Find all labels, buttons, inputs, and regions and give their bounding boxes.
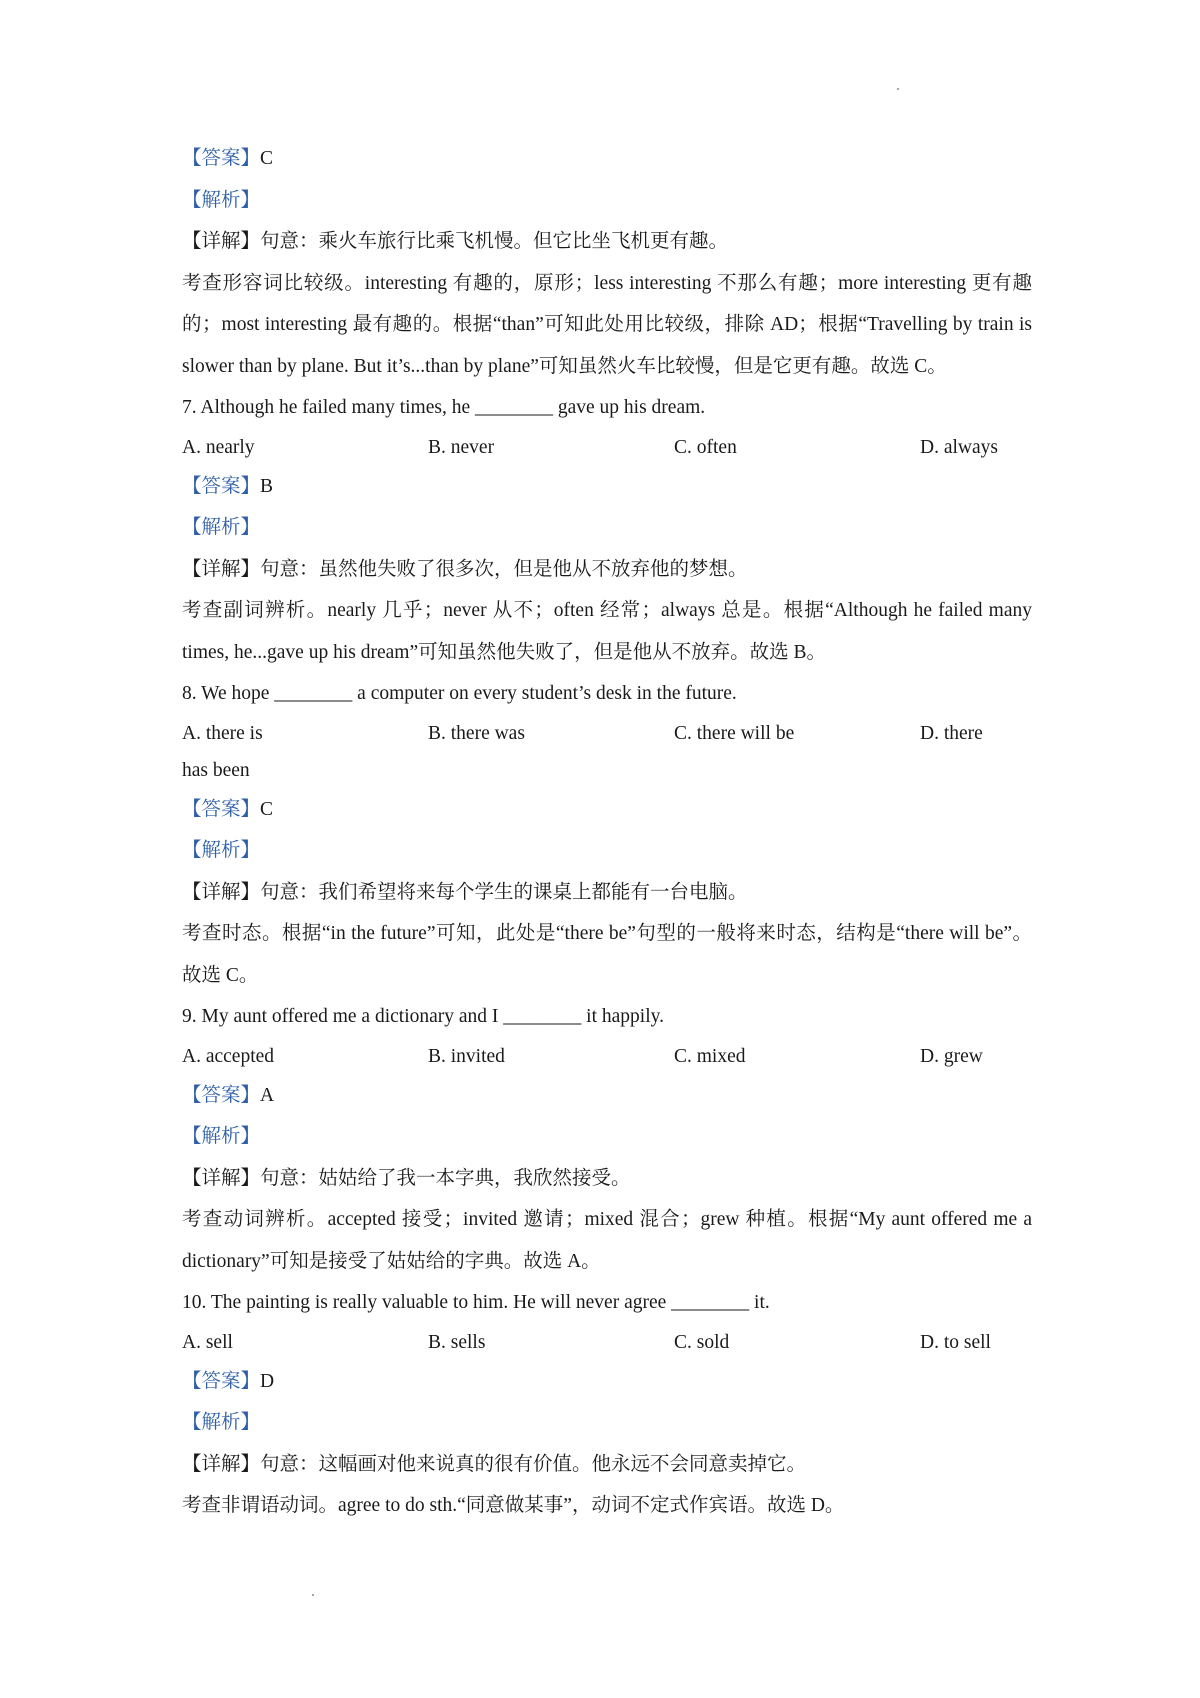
q8-question: 8. We hope ________ a computer on every student’s desk in the future. xyxy=(182,683,737,704)
q10-option-b: B. sells xyxy=(428,1331,486,1353)
detail-label: 【详解】 xyxy=(182,1167,261,1189)
q7-option-d: D. always xyxy=(920,436,998,458)
q8-answer-line xyxy=(182,789,1032,831)
q9-analysis-line xyxy=(182,1116,1032,1158)
q7-answer: B xyxy=(260,475,274,497)
q9-detail: 句意：姑姑给了我一本字典，我欣然接受。 xyxy=(260,1167,631,1189)
answer-label: 【答案】 xyxy=(182,1084,261,1106)
q9-options xyxy=(182,1038,1032,1075)
q9-option-a: A. accepted xyxy=(182,1045,275,1067)
q6-analysis-line xyxy=(182,180,1032,222)
q10-analysis-line xyxy=(182,1402,1032,1444)
q6-answer-line xyxy=(182,138,1032,180)
q8-option-a: A. there is xyxy=(182,722,263,744)
q10-options xyxy=(182,1324,1032,1361)
q9-option-d: D. grew xyxy=(920,1045,983,1067)
q9-question: 9. My aunt offered me a dictionary and I ________ it happily. xyxy=(182,1006,664,1027)
q9-answer-line xyxy=(182,1075,1032,1117)
q8-explanation: 考查时态。根据“in the future”可知，此处是“there be”句型的一般将来时态，结构是“there will be”。故选 C。 xyxy=(182,923,1032,986)
detail-label: 【详解】 xyxy=(182,1453,261,1475)
q10-question: 10. The painting is really valuable to him. He will never agree ________ it. xyxy=(182,1292,770,1313)
q10-detail: 句意：这幅画对他来说真的很有价值。他永远不会同意卖掉它。 xyxy=(260,1453,807,1475)
q8-option-c: C. there will be xyxy=(674,722,795,744)
q8-detail-line xyxy=(182,872,1032,914)
detail-label: 【详解】 xyxy=(182,558,261,580)
answer-label: 【答案】 xyxy=(182,148,261,169)
q9-option-b: B. invited xyxy=(428,1045,505,1067)
q8-option-d-continuation: has been xyxy=(182,759,250,781)
q7-option-c: C. often xyxy=(674,436,737,458)
q10-option-d: D. to sell xyxy=(920,1331,991,1353)
q6-detail-line xyxy=(182,221,1032,263)
q10-answer: D xyxy=(260,1370,275,1392)
document-page xyxy=(182,138,1032,1527)
analysis-label: 【解析】 xyxy=(182,1126,261,1147)
q8-options xyxy=(182,715,1032,752)
q8-analysis-line xyxy=(182,830,1032,872)
answer-label: 【答案】 xyxy=(182,475,261,497)
q10-answer-line xyxy=(182,1361,1032,1403)
detail-label: 【详解】 xyxy=(182,881,261,903)
q7-detail-line xyxy=(182,549,1032,591)
q10-option-a: A. sell xyxy=(182,1331,233,1353)
q7-question: 7. Although he failed many times, he ________ gave up his dream. xyxy=(182,397,706,418)
q9-option-c: C. mixed xyxy=(674,1045,746,1067)
q8-detail: 句意：我们希望将来每个学生的课桌上都能有一台电脑。 xyxy=(260,881,748,903)
answer-label: 【答案】 xyxy=(182,798,261,820)
q9-explanation: 考查动词辨析。accepted 接受；invited 邀请；mixed 混合；grew 种植。根据“My aunt offered me a dictionary”可知是接受了姑姑给的字典。故选 A。 xyxy=(182,1209,1032,1272)
q7-explanation: 考查副词辨析。nearly 几乎；never 从不；often 经常；always 总是。根据“Although he failed many times, he...gave up his dream”可知虽然他失败了，但是他从不放弃。故选 B。 xyxy=(182,600,1032,663)
q7-option-a: A. nearly xyxy=(182,436,255,458)
q7-option-b: B. never xyxy=(428,436,495,458)
analysis-label: 【解析】 xyxy=(182,517,261,538)
q6-detail: 句意：乘火车旅行比乘飞机慢。但它比坐飞机更有趣。 xyxy=(260,231,729,252)
q10-explanation: 考查非谓语动词。agree to do sth.“同意做某事”，动词不定式作宾语。故选 D。 xyxy=(182,1495,845,1516)
q8-option-b: B. there was xyxy=(428,722,525,744)
q10-option-c: C. sold xyxy=(674,1331,730,1353)
q9-answer: A xyxy=(260,1084,275,1106)
analysis-label: 【解析】 xyxy=(182,840,261,861)
analysis-label: 【解析】 xyxy=(182,189,261,211)
q7-analysis-line xyxy=(182,507,1032,549)
q7-detail: 句意：虽然他失败了很多次，但是他从不放弃他的梦想。 xyxy=(260,558,748,580)
scan-speck-top xyxy=(897,88,899,90)
q7-answer-line xyxy=(182,466,1032,508)
q10-detail-line xyxy=(182,1444,1032,1486)
analysis-label: 【解析】 xyxy=(182,1412,261,1433)
answer-label: 【答案】 xyxy=(182,1370,261,1392)
q7-options xyxy=(182,429,1032,466)
q8-option-d: D. there xyxy=(920,722,983,744)
q8-answer: C xyxy=(260,798,274,820)
detail-label: 【详解】 xyxy=(182,231,261,252)
q6-explanation: 考查形容词比较级。interesting 有趣的，原形；less interesting 不那么有趣；more interesting 更有趣的；most interesting 最有趣的。根据“than”可知此处用比较级，排除 AD；根据“Travelling by train is slower than by plane. But it’s...than by plane”可知虽然火车比较慢，但是它更有趣。故选 C。 xyxy=(182,272,1032,377)
q9-detail-line xyxy=(182,1158,1032,1200)
q6-answer: C xyxy=(260,148,274,169)
scan-speck-bottom xyxy=(312,1594,314,1596)
